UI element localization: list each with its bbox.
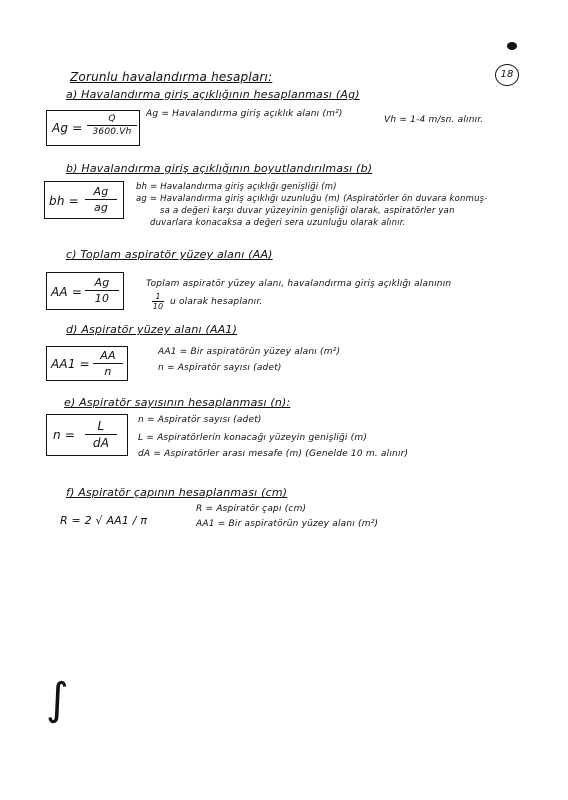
section-f-desc-1: R = Aspiratör çapı (cm): [196, 504, 307, 514]
section-b-desc-1: bh = Havalandırma giriş açıklığı genişliği (m): [136, 182, 337, 192]
section-c-desc-2: u olarak hesaplanır.: [170, 297, 263, 307]
section-e-desc-3: dA = Aspiratörler arası mesafe (m) (Genelde 10 m. alınır): [138, 449, 409, 459]
section-a-denominator: 3600.Vh: [92, 127, 132, 137]
section-d-formula-lhs: AA1 =: [51, 357, 90, 371]
section-b-numerator: Ag: [93, 185, 109, 198]
section-b-desc-2: ag = Havalandırma giriş açıklığı uzunluğu (m) (Aspiratörler ön duvara konmuş-: [136, 194, 488, 204]
section-d-desc-2: n = Aspiratör sayısı (adet): [158, 363, 282, 373]
section-b-formula-box: [44, 181, 124, 219]
section-b-formula-lhs: bh =: [49, 194, 79, 208]
handwritten-signature: [46, 670, 69, 730]
section-b-desc-4: duvarlara konacaksa a değeri sera uzunluğu olarak alınır.: [150, 218, 406, 228]
section-c-formula-box: [46, 272, 124, 310]
section-a-fraction: [87, 114, 137, 137]
section-d-formula-box: [46, 346, 128, 381]
fraction-bar: [93, 363, 123, 364]
ink-stamp-mark: [507, 42, 517, 50]
section-b-fraction: [85, 185, 117, 214]
section-a-heading: a) Havalandırma giriş açıklığının hesaplanması (Ag): [66, 88, 360, 101]
section-e-fraction: [85, 419, 117, 450]
section-a-formula-lhs: Ag =: [52, 121, 83, 135]
section-e-numerator: L: [97, 419, 105, 433]
section-a-desc: Ag = Havalandırma giriş açıklık alanı (m²): [146, 109, 343, 119]
fraction-bar: [85, 434, 117, 435]
section-f-formula: R = 2 √ AA1 / π: [60, 514, 148, 527]
section-d-fraction: [93, 349, 123, 378]
section-e-denominator: dA: [92, 436, 110, 450]
section-f-heading: f) Aspiratör çapının hesaplanması (cm): [66, 486, 288, 499]
section-e-desc-2: L = Aspiratörlerin konacağı yüzeyin genişliği (m): [138, 433, 368, 443]
section-c-desc-1: Toplam aspiratör yüzey alanı, havalandırma giriş açıklığı alanının: [146, 279, 452, 289]
section-c-inline-num: 1: [155, 292, 161, 301]
section-c-inline-den: 10: [152, 302, 164, 311]
section-a-formula-box: [46, 110, 140, 146]
section-b-desc-3: sa a değeri karşı duvar yüzeyinin genişliği olarak, aspiratörler yan: [160, 206, 455, 216]
page-number: 18: [500, 69, 514, 80]
fraction-bar: [85, 290, 119, 291]
section-b-denominator: ag: [93, 201, 109, 214]
section-d-numerator: AA: [100, 349, 116, 362]
section-c-fraction: [85, 276, 119, 305]
page-number-badge: [495, 64, 519, 86]
section-a-numerator: Q: [108, 114, 116, 124]
section-d-denominator: n: [104, 365, 112, 378]
page-title: Zorunlu havalandırma hesapları:: [70, 70, 273, 84]
section-d-desc-1: AA1 = Bir aspiratörün yüzey alanı (m²): [158, 347, 341, 357]
section-e-heading: e) Aspiratör sayısının hesaplanması (n):: [64, 396, 291, 409]
section-c-formula-lhs: AA =: [51, 285, 83, 299]
fraction-bar: [87, 125, 137, 126]
signature-mark: ∫: [46, 674, 70, 725]
fraction-bar: [85, 199, 117, 200]
section-e-formula-lhs: n =: [53, 428, 76, 442]
section-c-numerator: Ag: [94, 276, 110, 289]
section-c-heading: c) Toplam aspiratör yüzey alanı (AA): [66, 248, 273, 261]
section-c-denominator: 10: [94, 292, 110, 305]
section-d-heading: d) Aspiratör yüzey alanı (AA1): [66, 323, 238, 336]
section-f-desc-2: AA1 = Bir aspiratörün yüzey alanı (m²): [196, 519, 379, 529]
section-a-note: Vh = 1-4 m/sn. alınır.: [384, 115, 484, 125]
section-e-formula-box: [46, 414, 128, 456]
section-c-inline-fraction: [152, 292, 164, 311]
section-b-heading: b) Havalandırma giriş açıklığının boyutlandırılması (b): [66, 162, 373, 175]
section-e-desc-1: n = Aspiratör sayısı (adet): [138, 415, 262, 425]
